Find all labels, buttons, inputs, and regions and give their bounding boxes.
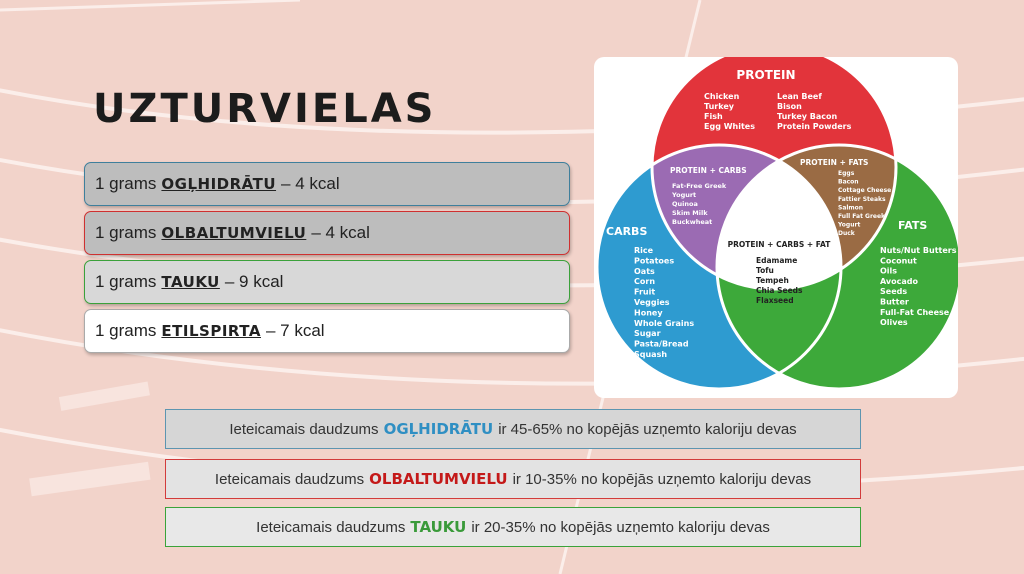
protein-fats-food-item: Bacon [838,178,859,186]
fact-carbs [84,162,570,206]
protein-food-item: Egg Whites [704,122,755,131]
all-macros-food-item: Flaxseed [756,296,794,305]
fact-fats [84,260,570,304]
all-macros-food-item: Edamame [756,256,798,265]
recommendation-nutrient: TAUKU [410,518,467,536]
protein-fats-label: PROTEIN + FATS [800,158,869,167]
fact-prefix: 1 grams [95,321,157,340]
fact-nutrient: OGĻHIDRĀTU [161,175,277,193]
protein-food-item: Bison [777,102,802,111]
fact-suffix: – 9 kcal [224,272,284,291]
recommendation-carbs [165,409,861,449]
protein-carbs-food-item: Quinoa [672,200,698,208]
macronutrient-venn-diagram [594,57,958,398]
all-macros-food-item: Tofu [756,266,774,275]
fats-food-item: Avocado [880,276,918,286]
fats-food-item: Oils [880,266,898,276]
recommendation-fats [165,507,861,547]
carbs-food-item: Rice [634,246,654,255]
protein-food-item: Fish [704,112,723,121]
fact-nutrient: OLBALTUMVIELU [161,224,307,242]
protein-fats-food-item: Fattier Steaks [838,195,886,203]
carbs-food-item: Sugar [634,329,661,339]
protein-food-item: Protein Powders [777,122,852,131]
fact-prefix: 1 grams [95,272,157,291]
fats-food-item: Seeds [880,287,908,297]
all-macros-food-item: Tempeh [756,276,789,285]
fats-food-item: Nuts/Nut Butters [880,246,957,255]
protein-food-item: Chicken [704,92,740,101]
fact-suffix: – 7 kcal [265,321,325,340]
protein-fats-food-item: Yogurt [838,221,861,229]
protein-carbs-food-item: Buckwheat [672,218,713,226]
all-macros-food-item: Chia Seeds [756,286,803,295]
fats-food-item: Butter [880,297,909,307]
protein-fats-food-item: Eggs [838,170,855,177]
protein-carbs-label: PROTEIN + CARBS [670,166,747,175]
fats-label: FATS [898,219,928,232]
protein-food-item: Lean Beef [777,92,822,101]
carbs-food-item: Veggies [634,298,670,307]
recommendation-prefix: Ieteicamais daudzums [256,518,406,536]
fact-suffix: – 4 kcal [311,223,370,242]
fact-nutrient: TAUKU [161,273,220,291]
all-macros-label: PROTEIN + CARBS + FAT [727,240,831,249]
protein-fats-food-item: Cottage Cheese [838,187,892,195]
fact-alcohol [84,309,570,353]
carbs-food-item: Potatoes [634,256,675,266]
protein-carbs-food-item: Skim Milk [672,209,708,217]
fact-suffix: – 4 kcal [281,174,340,193]
carbs-food-item: Corn [634,277,656,287]
fact-nutrient: ETILSPIRTA [161,322,261,340]
recommendation-suffix: ir 45-65% no kopējās uzņemto kaloriju devas [498,420,797,438]
carbs-food-item: Oats [634,266,655,276]
recommendation-suffix: ir 10-35% no kopējās uzņemto kaloriju devas [512,470,812,488]
fats-food-item: Olives [880,318,908,328]
carbs-food-item: Honey [634,308,663,318]
fats-food-item: Full-Fat Cheese [880,307,950,317]
carbs-food-item: Pasta/Bread [634,339,689,349]
fact-prefix: 1 grams [95,174,157,193]
recommendation-nutrient: OGĻHIDRĀTU [383,420,494,438]
recommendation-nutrient: OLBALTUMVIELU [369,470,508,488]
fact-protein [84,211,570,255]
recommendation-suffix: ir 20-35% no kopējās uzņemto kaloriju devas [471,518,770,536]
carbs-label: CARBS [606,225,648,238]
recommendation-prefix: Ieteicamais daudzums [214,470,365,488]
protein-carbs-food-item: Yogurt [672,191,697,199]
protein-food-item: Turkey Bacon [777,112,838,121]
protein-carbs-food-item: Fat-Free Greek [672,182,727,190]
carbs-food-item: Squash [634,350,668,359]
carbs-food-item: Fruit [634,287,656,297]
protein-food-item: Turkey [704,102,734,111]
fats-food-item: Coconut [880,256,917,266]
carbs-food-item: Whole Grains [634,318,695,328]
protein-fats-food-item: Duck [838,230,855,238]
recommendation-prefix: Ieteicamais daudzums [229,420,379,438]
protein-fats-food-item: Salmon [838,204,864,212]
protein-fats-food-item: Full Fat Greek [838,213,886,220]
protein-label: PROTEIN [736,68,796,82]
recommendation-protein [165,459,861,499]
page-title: UZTURVIELAS [93,86,437,132]
fact-prefix: 1 grams [95,223,157,242]
